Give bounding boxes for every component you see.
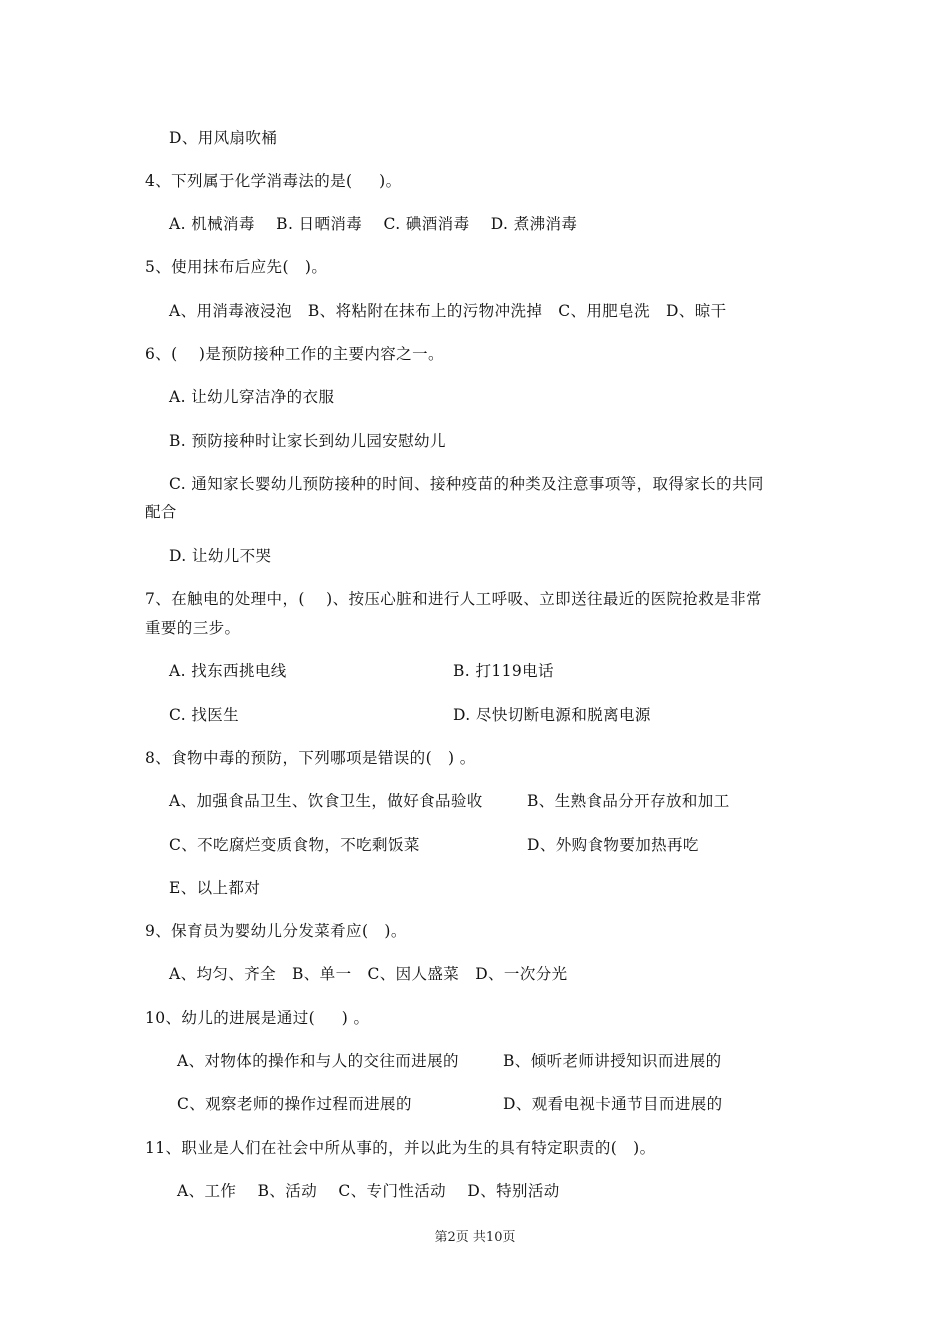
q5-options: A、用消毒液浸泡 B、将粘附在抹布上的污物冲洗掉 C、用肥皂洗 D、晾干 <box>169 302 727 320</box>
q10-option-b: B、倾听老师讲授知识而进展的 <box>503 1052 722 1070</box>
q3-option-d: D、用风扇吹桶 <box>169 129 278 147</box>
question-5: 5、使用抹布后应先( )。 <box>145 258 328 276</box>
q7-option-c: C. 找医生 <box>169 706 240 724</box>
q8-option-d: D、外购食物要加热再吃 <box>527 836 699 854</box>
question-7: 7、在触电的处理中，( )、按压心脏和进行人工呼吸、立即送往最近的医院抢救是非常 <box>145 590 762 608</box>
q8-option-b: B、生熟食品分开存放和加工 <box>527 792 730 810</box>
q10-option-d: D、观看电视卡通节目而进展的 <box>503 1095 723 1113</box>
question-7-cont: 重要的三步。 <box>145 619 241 637</box>
q10-option-c: C、观察老师的操作过程而进展的 <box>177 1095 412 1113</box>
q4-options: A. 机械消毒 B. 日晒消毒 C. 碘酒消毒 D. 煮沸消毒 <box>169 215 578 233</box>
q9-options: A、均匀、齐全 B、单一 C、因人盛菜 D、一次分光 <box>169 965 568 983</box>
q6-option-d: D. 让幼儿不哭 <box>169 547 272 565</box>
question-9: 9、保育员为婴幼儿分发菜肴应( )。 <box>145 922 407 940</box>
q8-option-a: A、加强食品卫生、饮食卫生，做好食品验收 <box>169 792 483 810</box>
q6-option-a: A. 让幼儿穿洁净的衣服 <box>169 388 335 406</box>
q11-options: A、工作 B、活动 C、专门性活动 D、特别活动 <box>177 1182 560 1200</box>
question-4: 4、下列属于化学消毒法的是( )。 <box>145 172 402 190</box>
page-footer: 第2页 共10页 <box>434 1230 516 1245</box>
question-11: 11、职业是人们在社会中所从事的，并以此为生的具有特定职责的( )。 <box>145 1139 656 1157</box>
q6-option-c: C. 通知家长婴幼儿预防接种的时间、接种疫苗的种类及注意事项等，取得家长的共同 <box>169 475 764 493</box>
question-10: 10、幼儿的进展是通过( ) 。 <box>145 1009 370 1027</box>
q7-option-a: A. 找东西挑电线 <box>169 662 287 680</box>
q8-option-c: C、不吃腐烂变质食物，不吃剩饭菜 <box>169 836 420 854</box>
q6-option-b: B. 预防接种时让家长到幼儿园安慰幼儿 <box>169 432 446 450</box>
q8-option-e: E、以上都对 <box>169 879 261 897</box>
q6-option-c-cont: 配合 <box>145 503 177 521</box>
question-8: 8、食物中毒的预防，下列哪项是错误的( ) 。 <box>145 749 476 767</box>
q7-option-b: B. 打119电话 <box>453 662 554 680</box>
q10-option-a: A、对物体的操作和与人的交往而进展的 <box>177 1052 459 1070</box>
question-6: 6、( )是预防接种工作的主要内容之一。 <box>145 345 444 363</box>
q7-option-d: D. 尽快切断电源和脱离电源 <box>453 706 651 724</box>
